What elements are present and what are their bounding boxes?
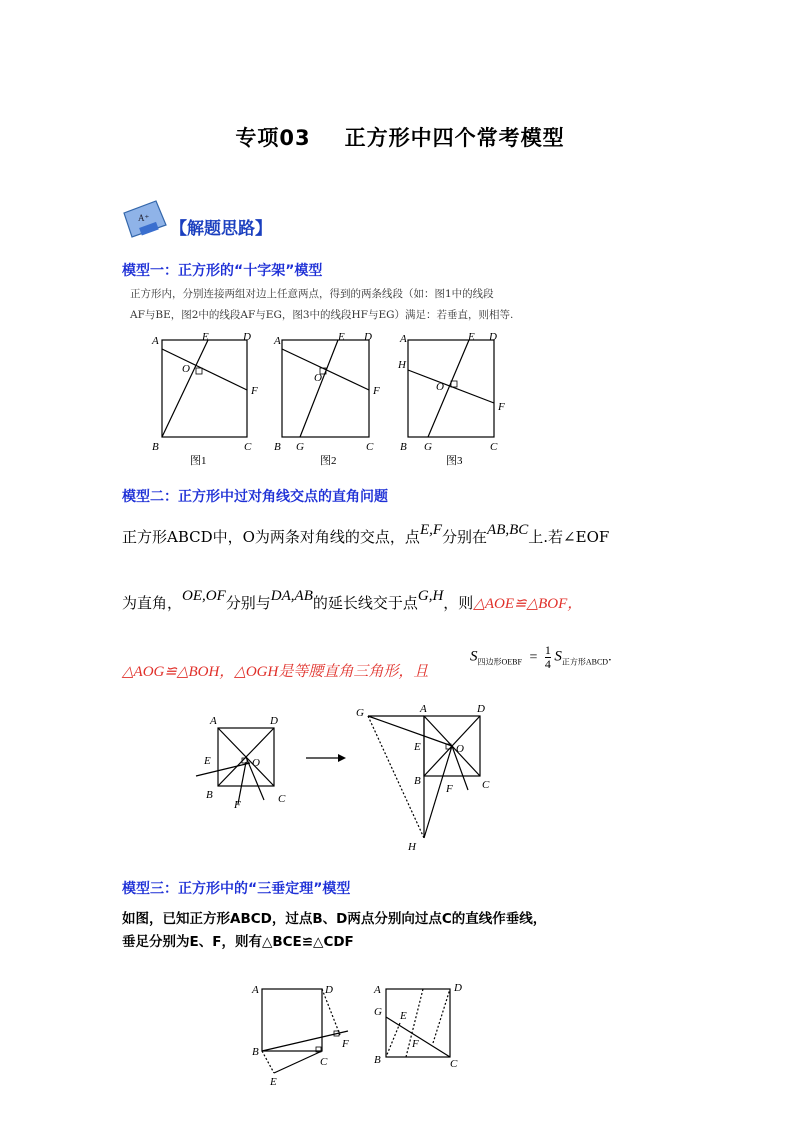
m2l-label-f: F: [234, 799, 241, 811]
model2-para-line1: 正方形ABCD中，O为两条对角线的交点，点E,F分别在AB,BC上.若∠EOF: [122, 522, 610, 546]
m2r-label-f: F: [446, 783, 453, 795]
banner-label: 【解题思路】: [170, 219, 272, 239]
title-text: 正方形中四个常考模型: [344, 126, 565, 150]
title-number: 专项03: [235, 126, 311, 150]
m3l-label-d: D: [325, 984, 333, 996]
fig1-caption: 图1: [190, 455, 207, 467]
m2l-label-o: O: [252, 757, 260, 769]
m2r-label-a: A: [420, 703, 427, 715]
fig2-label-d: D: [364, 331, 372, 343]
model2-heading: 模型二：正方形中过对角线交点的直角问题: [122, 489, 388, 505]
model2-figures: [190, 700, 510, 860]
page-title: [0, 122, 800, 152]
fig3-label-f: F: [498, 401, 505, 413]
m3r-label-c: C: [450, 1058, 458, 1070]
fig3-label-b: B: [400, 441, 407, 453]
fig3-label-a: A: [400, 333, 407, 345]
model2-para-line3: △AOG≌△BOH，△OGH是等腰直角三角形，且: [122, 664, 429, 680]
fig2-label-o: O: [314, 372, 322, 384]
fig1-label-e: E: [202, 331, 209, 343]
fig2-caption: 图2: [320, 455, 337, 467]
m2r-label-g: G: [356, 707, 364, 719]
m3l-label-c: C: [320, 1056, 328, 1068]
model3-heading: 模型三：正方形中的“三垂定理”模型: [122, 881, 351, 897]
fig1-label-c: C: [244, 441, 252, 453]
fig3-label-d: D: [489, 331, 497, 343]
m3r-label-b: B: [374, 1054, 381, 1066]
m2r-label-d: D: [477, 703, 485, 715]
fig1-label-a: A: [152, 335, 159, 347]
fig3-label-g: G: [424, 441, 432, 453]
m2r-label-h: H: [408, 841, 416, 853]
m2l-label-d: D: [270, 715, 278, 727]
arrow-icon: [338, 754, 346, 762]
model1-heading: 模型一：正方形的“十字架”模型: [122, 263, 323, 279]
pencil-note-icon: [124, 201, 166, 237]
fig1-label-o: O: [182, 363, 190, 375]
fig2-label-g: G: [296, 441, 304, 453]
m3l-label-b: B: [252, 1046, 259, 1058]
m3l-label-f: F: [342, 1038, 349, 1050]
m3r-label-e: E: [400, 1010, 407, 1022]
m2l-label-a: A: [210, 715, 217, 727]
m2l-label-e: E: [204, 755, 211, 767]
area-formula: $S_{四边形OEBF}$ = $\frac{1}{4}$ $S_{正方形ABCD}$.: [470, 643, 612, 671]
m2r-label-o: O: [456, 743, 464, 755]
fig3-label-o: O: [436, 381, 444, 393]
m2r-label-e: E: [414, 741, 421, 753]
m2l-label-c: C: [278, 793, 286, 805]
model1-figures: [140, 328, 540, 470]
fig3-label-c: C: [490, 441, 498, 453]
fig2-label-b: B: [274, 441, 281, 453]
fig1-label-f: F: [251, 385, 258, 397]
m3l-label-e: E: [270, 1076, 277, 1088]
fig1-label-b: B: [152, 441, 159, 453]
m3r-label-a: A: [374, 984, 381, 996]
model3-line1: 如图，已知正方形ABCD，过点B、D两点分别向过点C的直线作垂线，: [122, 911, 547, 927]
model1-desc-line2: AF与BE，图2中的线段AF与EG，图3中的线段HF与EG）满足：若垂直，则相等.: [130, 309, 514, 321]
fig2-label-c: C: [366, 441, 374, 453]
fig2-label-a: A: [274, 335, 281, 347]
m2r-label-b: B: [414, 775, 421, 787]
fig2-label-f: F: [373, 385, 380, 397]
m2r-label-c: C: [482, 779, 490, 791]
model2-para-line2: 为直角，OE,OF分别与DA,AB的延长线交于点G,H，则△AOE≌△BOF，: [122, 588, 583, 612]
m3r-label-g: G: [374, 1006, 382, 1018]
fig3-label-h: H: [398, 359, 406, 371]
fig1-label-d: D: [243, 331, 251, 343]
fig3-label-e: E: [468, 331, 475, 343]
m3r-label-f: F: [412, 1038, 419, 1050]
model3-figures: [248, 975, 488, 1095]
fig3-caption: 图3: [446, 455, 463, 467]
model1-desc-line1: 正方形内，分别连接两组对边上任意两点，得到的两条线段（如：图1中的线段: [130, 288, 494, 300]
m2l-label-b: B: [206, 789, 213, 801]
m3r-label-d: D: [454, 982, 462, 994]
m3l-label-a: A: [252, 984, 259, 996]
svg-text:A⁺: A⁺: [138, 213, 150, 223]
model3-line2: 垂足分别为E、F，则有△BCE≌△CDF: [122, 934, 354, 950]
fig2-label-e: E: [338, 331, 345, 343]
